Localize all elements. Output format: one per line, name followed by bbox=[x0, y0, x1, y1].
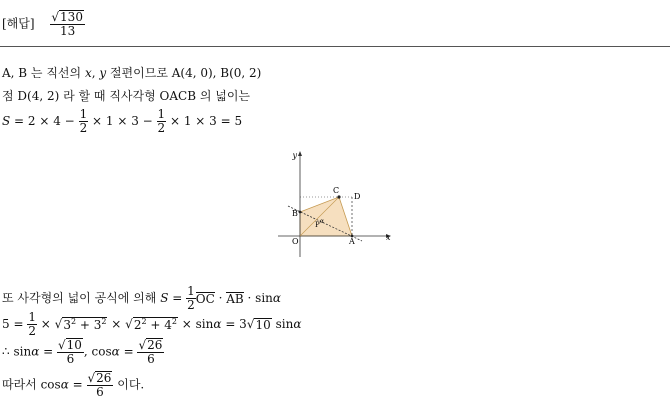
text-segment: = 3 bbox=[221, 317, 247, 332]
label-C: C bbox=[333, 186, 340, 195]
quadrilateral-OACB bbox=[300, 197, 352, 236]
frac-num: 1 bbox=[79, 107, 88, 121]
frac-den: 6 bbox=[96, 384, 104, 399]
var-x: x bbox=[84, 66, 92, 80]
text-segment: , cos bbox=[83, 344, 112, 359]
text-segment: × bbox=[107, 317, 126, 332]
text-segment: sin bbox=[271, 317, 294, 332]
text-segment: × 1 × 3 = 5 bbox=[166, 114, 243, 129]
y-axis-arrow bbox=[298, 151, 302, 156]
text-segment: = bbox=[168, 291, 187, 306]
exponent: 2 bbox=[141, 317, 147, 327]
fraction-half bbox=[186, 285, 196, 311]
sqrt-2-4 bbox=[133, 317, 178, 331]
coordinate-figure bbox=[270, 145, 400, 265]
point-C bbox=[337, 195, 340, 198]
x-axis-label: x bbox=[386, 233, 391, 242]
text-segment: , bbox=[91, 66, 100, 80]
text-segment: · bbox=[214, 291, 227, 306]
divider bbox=[0, 46, 670, 47]
solution-line-1 bbox=[2, 67, 261, 79]
frac-den: 6 bbox=[66, 351, 75, 366]
frac-num: 1 bbox=[157, 107, 166, 121]
sqrt-10: 10 bbox=[255, 317, 271, 332]
fraction-half bbox=[157, 108, 167, 134]
var-y: y bbox=[99, 66, 107, 80]
text-segment: · sin bbox=[243, 291, 273, 306]
answer-numerator: 130 bbox=[60, 10, 83, 24]
label-A: A bbox=[349, 237, 355, 246]
solution-line-2: 점 D(4, 2) 라 할 때 직사각형 OACB 의 넓이는 bbox=[2, 89, 251, 103]
exponent: 2 bbox=[70, 317, 77, 327]
frac-den: 2 bbox=[187, 297, 195, 312]
solution-line-6 bbox=[2, 338, 164, 365]
answer-fraction: $\frac{√130}{13}$ bbox=[51, 10, 83, 38]
text-segment: = bbox=[39, 344, 57, 359]
sqrt-3-3 bbox=[62, 317, 107, 331]
var-alpha: α bbox=[272, 291, 281, 306]
text-segment: = bbox=[119, 344, 138, 359]
text-segment: A, B 는 직선의 bbox=[2, 66, 85, 80]
label-O: O bbox=[292, 237, 299, 246]
text-segment: × 1 × 3 − bbox=[88, 114, 157, 129]
frac-den: 2 bbox=[157, 120, 166, 135]
text-segment: 이다. bbox=[113, 377, 145, 392]
solution-line-3 bbox=[2, 108, 242, 134]
var-S: S bbox=[2, 114, 11, 129]
var-alpha: α bbox=[293, 317, 302, 332]
answer-header bbox=[2, 10, 85, 37]
var-alpha: α bbox=[31, 344, 40, 359]
exponent: 2 bbox=[101, 317, 107, 327]
vector-OC: OC bbox=[195, 291, 215, 306]
solution-line-4 bbox=[2, 285, 281, 311]
solution-line-7 bbox=[2, 371, 144, 398]
text-segment: 따라서 cos bbox=[2, 377, 61, 392]
fraction-sin: $\frac{√10}{6}$ bbox=[57, 338, 82, 366]
frac-num: 26 bbox=[96, 371, 112, 385]
text-segment: ∴ sin bbox=[2, 344, 32, 359]
frac-den: 2 bbox=[28, 323, 36, 338]
radicand: 3 bbox=[63, 318, 71, 333]
frac-num: 1 bbox=[28, 310, 36, 324]
frac-den: 6 bbox=[147, 351, 155, 366]
text-segment: = bbox=[68, 377, 87, 392]
text-segment: 또 사각형의 넓이 공식에 의해 bbox=[2, 291, 161, 306]
label-D: D bbox=[354, 192, 361, 201]
frac-num: 1 bbox=[187, 284, 195, 298]
text-segment: × bbox=[36, 317, 55, 332]
fraction-cos: $\frac{√26}{6}$ bbox=[138, 338, 163, 366]
var-alpha: α bbox=[60, 377, 69, 392]
frac-num: 10 bbox=[66, 338, 82, 352]
text-segment: 5 = bbox=[2, 317, 28, 332]
frac-num: 26 bbox=[147, 338, 163, 352]
text-segment: = 2 × 4 − bbox=[10, 114, 79, 129]
answer-label: [해답] bbox=[2, 16, 35, 31]
exponent: 2 bbox=[171, 317, 177, 327]
radicand: 4 bbox=[164, 318, 172, 333]
label-P: P bbox=[315, 221, 320, 229]
answer-denominator: 13 bbox=[60, 23, 76, 38]
label-B: B bbox=[292, 209, 298, 218]
frac-den: 2 bbox=[79, 120, 88, 135]
var-S: S bbox=[160, 291, 169, 306]
y-axis-label: y bbox=[292, 151, 297, 160]
radicand: 2 bbox=[133, 318, 142, 333]
fraction-cos-final: $\frac{√26}{6}$ bbox=[87, 371, 112, 399]
var-alpha: α bbox=[111, 344, 120, 359]
vector-AB: AB bbox=[226, 291, 244, 306]
text-segment: + bbox=[146, 318, 165, 333]
fraction-half bbox=[79, 108, 89, 134]
point-B bbox=[299, 211, 302, 214]
fraction-half bbox=[27, 311, 37, 337]
radicand: 3 bbox=[93, 318, 102, 333]
text-segment: × sin bbox=[177, 317, 214, 332]
text-segment: 절편이므로 A(4, 0), B(0, 2) bbox=[106, 66, 262, 80]
solution-line-5: 5 = $\frac{1}{2}$ × $√3^2 + 3^2 \times √2^2 + 4^2 \times \sin\alpha = 3√10$ sinα bbox=[2, 310, 302, 338]
text-segment: + bbox=[76, 318, 94, 333]
label-alpha: α bbox=[320, 218, 325, 225]
var-alpha: α bbox=[213, 317, 222, 332]
